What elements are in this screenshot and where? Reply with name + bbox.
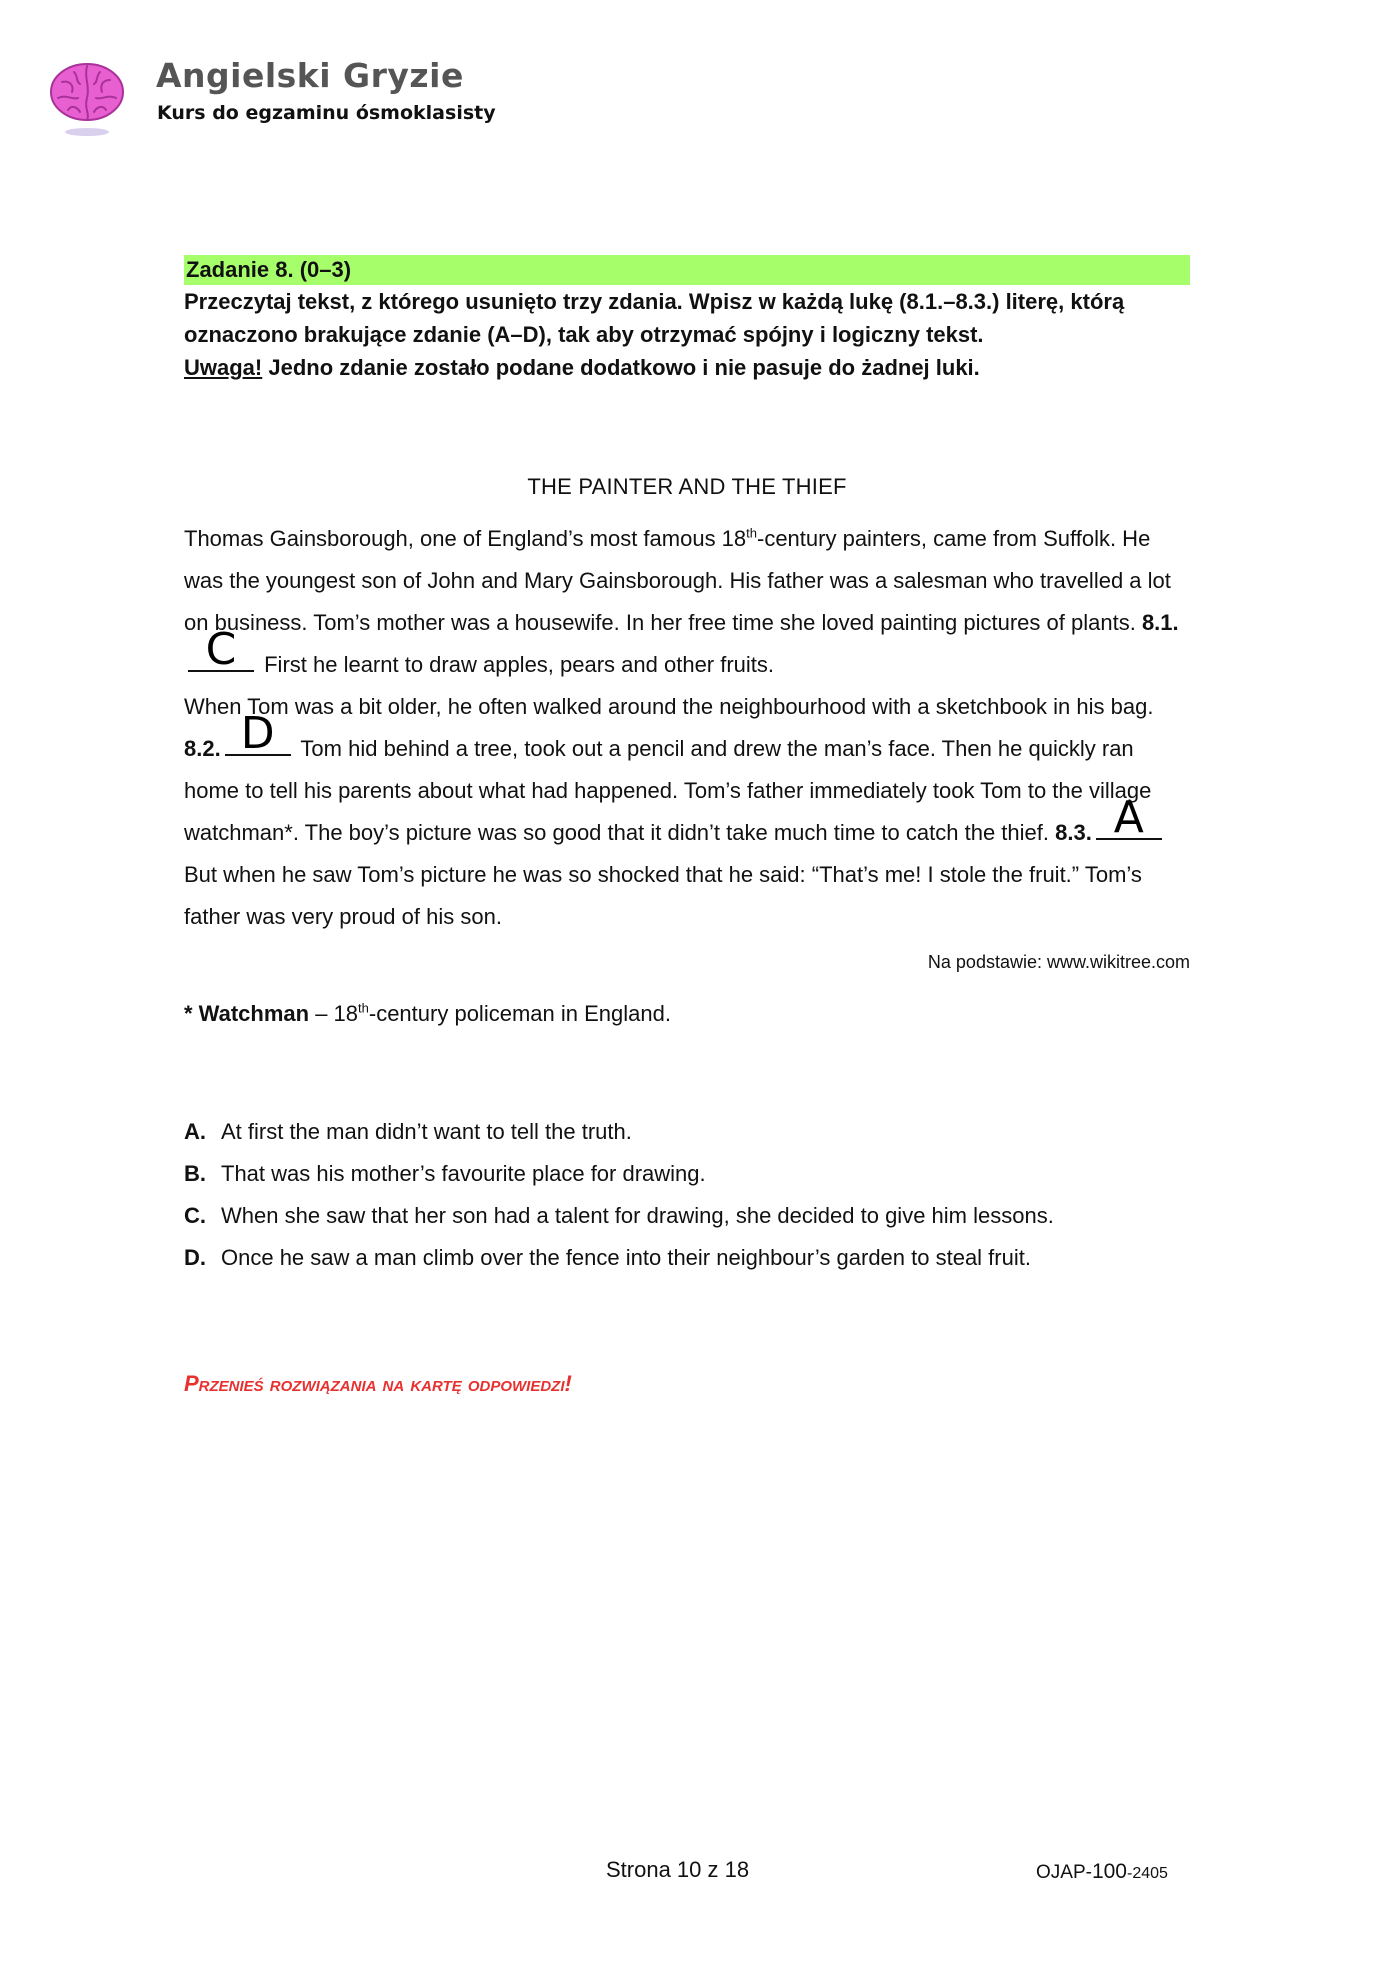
option-letter: B.	[184, 1161, 206, 1186]
paragraph-text: First he learnt to draw apples, pears and other fruits.	[258, 652, 775, 677]
gap-label-8-1: 8.1.	[1141, 610, 1179, 635]
brain-icon	[44, 52, 130, 138]
option-letter: A.	[184, 1119, 206, 1144]
task-instruction	[184, 285, 1190, 384]
superscript: th	[746, 525, 757, 541]
option-c	[184, 1195, 1190, 1237]
task-label: Zadanie 8. (0–3)	[184, 255, 1190, 285]
option-d	[184, 1237, 1190, 1279]
note-label: Uwaga!	[184, 355, 263, 380]
gap-label-8-2: 8.2.	[184, 736, 221, 761]
paragraph-text: -century painters, came from Suffolk. He was the youngest son of John and Mary Gainsborough. His father was a salesman who travelled a lot on business. Tom’s mother was a housewife. In her free time she loved painting pictures of plants.	[184, 526, 1171, 635]
paragraph-text: When Tom was a bit older, he often walked around the neighbourhood with a sketchbook in his bag.	[184, 694, 1154, 719]
paragraph-text: Tom hid behind a tree, took out a pencil and drew the man’s face. Then he quickly ran home to tell his parents about what had happened. Tom’s father immediately took Tom to the village watchman*. The boy’s picture was so good that it didn’t take much time to catch the thief.	[184, 736, 1152, 845]
handwritten-answer: A	[1113, 792, 1144, 843]
paragraph-text: Thomas Gainsborough, one of England’s most famous 18	[184, 526, 747, 551]
handwritten-answer: C	[205, 624, 237, 675]
exam-code-part: -2405	[1127, 1865, 1168, 1882]
footnote-text: – 18	[309, 1001, 359, 1026]
exam-code-part: OJAP-	[1036, 1862, 1092, 1883]
text-title: THE PAINTER AND THE THIEF	[527, 474, 847, 499]
handwritten-answer: D	[240, 708, 275, 759]
exam-code	[1036, 1860, 1168, 1884]
instruction-text: Przeczytaj tekst, z którego usunięto trzy zdania. Wpisz w każdą lukę (8.1.–8.3.) literę, którą oznaczono brakujące zdanie (A–D), tak aby otrzymać spójny i logiczny tekst.	[184, 289, 1125, 347]
exam-code-part: 100	[1091, 1860, 1127, 1883]
option-text: When she saw that her son had a talent for drawing, she decided to give him lessons.	[221, 1203, 1054, 1228]
footnote-term: * Watchman	[184, 1001, 310, 1026]
note-text: Jedno zdanie zostało podane dodatkowo i nie pasuje do żadnej luki.	[262, 355, 980, 380]
gap-8-1	[188, 624, 254, 675]
option-letter: D.	[184, 1245, 206, 1270]
option-text: Once he saw a man climb over the fence into their neighbour’s garden to steal fruit.	[221, 1245, 1031, 1270]
option-text: That was his mother’s favourite place for drawing.	[221, 1161, 706, 1186]
gap-label-8-3: 8.3.	[1055, 820, 1092, 845]
option-letter: C.	[184, 1203, 206, 1228]
option-text: At first the man didn’t want to tell the truth.	[221, 1119, 632, 1144]
footnote	[184, 1001, 1190, 1027]
paragraph-text: But when he saw Tom’s picture he was so shocked that he said: “That’s me! I stole the fruit.” Tom’s father was very proud of his son.	[184, 862, 1142, 929]
brand-name: Angielski Gryzie	[156, 56, 464, 95]
option-a	[184, 1111, 1190, 1153]
transfer-reminder: Przenieś rozwiązania na kartę odpowiedzi!	[184, 1371, 572, 1396]
page-header	[44, 52, 644, 142]
source-note: Na podstawie: www.wikitree.com	[927, 952, 1190, 972]
gap-8-2	[225, 708, 291, 759]
option-b	[184, 1153, 1190, 1195]
gap-8-3	[1096, 792, 1162, 843]
answer-options	[184, 1111, 1190, 1279]
paragraph-2	[184, 686, 1190, 938]
paragraph-1	[184, 518, 1190, 686]
exam-task	[184, 255, 1190, 1397]
footnote-text: -century policeman in England.	[368, 1001, 671, 1026]
brand-subtitle: Kurs do egzaminu ósmoklasisty	[157, 102, 496, 124]
page-number: Strona 10 z 18	[606, 1857, 750, 1882]
superscript: th	[358, 1000, 369, 1016]
